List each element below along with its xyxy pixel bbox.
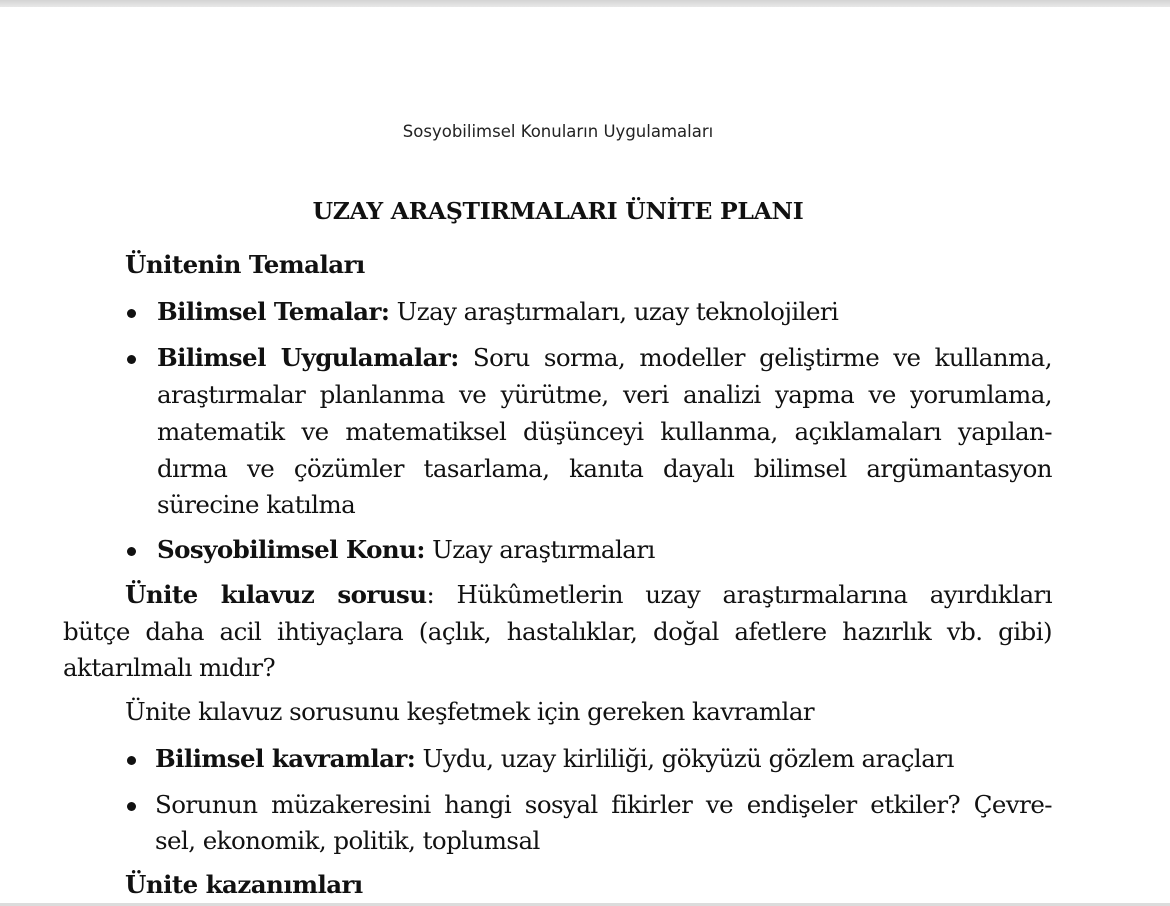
- list-item-scientific-concepts: [155, 744, 954, 774]
- list-item-socioscientific-topic: [157, 535, 655, 565]
- themes-heading: Ünitenin Temaları: [125, 250, 365, 279]
- list-item-scientific-practices: [157, 343, 1052, 373]
- running-header: Sosyobilimsel Konuların Uygulamaları: [402, 122, 714, 141]
- scientific-practices-label: Bilimsel Uygulamalar:: [157, 343, 459, 372]
- scientific-concepts-text: Uydu, uzay kirliliği, gökyüzü gözlem araçları: [415, 744, 954, 773]
- scientific-practices-line: matematik ve matematiksel düşünceyi kullanma, açıklamaları yapılan-: [157, 417, 1052, 446]
- scientific-practices-line: dırma ve çözümler tasarlama, kanıta dayalı bilimsel argümantasyon: [157, 454, 1052, 483]
- guiding-question-label: Ünite kılavuz sorusu: [125, 580, 427, 609]
- scientific-concepts-label: Bilimsel kavramlar:: [155, 744, 416, 773]
- outcomes-heading: Ünite kazanımları: [125, 870, 363, 899]
- bullet-dot: [127, 355, 136, 364]
- bullet-dot: [127, 309, 136, 318]
- guiding-question-line: bütçe daha acil ihtiyaçlara (açlık, hastalıklar, doğal afetlere hazırlık vb. gibi): [63, 617, 1052, 646]
- scientific-practices-line: sürecine katılma: [157, 490, 356, 519]
- guiding-question-line: aktarılmalı mıdır?: [63, 653, 276, 682]
- bullet-dot: [127, 802, 136, 811]
- page-title: UZAY ARAŞTIRMALARI ÜNİTE PLANI: [312, 197, 804, 225]
- scientific-practices-line: Soru sorma, modeller geliştirme ve kullanma,: [458, 343, 1052, 372]
- guiding-question-line: [125, 580, 1052, 610]
- concepts-intro: Ünite kılavuz sorusunu keşfetmek için gereken kavramlar: [125, 697, 815, 726]
- guiding-question-text: : Hükûmetlerin uzay araştırmalarına ayırdıkları: [426, 580, 1053, 609]
- bullet-dot: [127, 547, 136, 556]
- socioscientific-topic-text: Uzay araştırmaları: [424, 535, 655, 564]
- social-question-line: Sorunun müzakeresini hangi sosyal fikirler ve endişeler etkiler? Çevre-: [155, 790, 1052, 819]
- scientific-practices-line: araştırmalar planlanma ve yürütme, veri analizi yapma ve yorumlama,: [157, 380, 1052, 409]
- bullet-dot: [127, 756, 136, 765]
- social-question-line: sel, ekonomik, politik, toplumsal: [155, 826, 540, 855]
- scientific-themes-text: Uzay araştırmaları, uzay teknolojileri: [389, 297, 839, 326]
- socioscientific-topic-label: Sosyobilimsel Konu:: [157, 535, 425, 564]
- scientific-themes-label: Bilimsel Temalar:: [157, 297, 390, 326]
- page-top-edge: [0, 0, 1170, 7]
- list-item-scientific-themes: [157, 297, 838, 327]
